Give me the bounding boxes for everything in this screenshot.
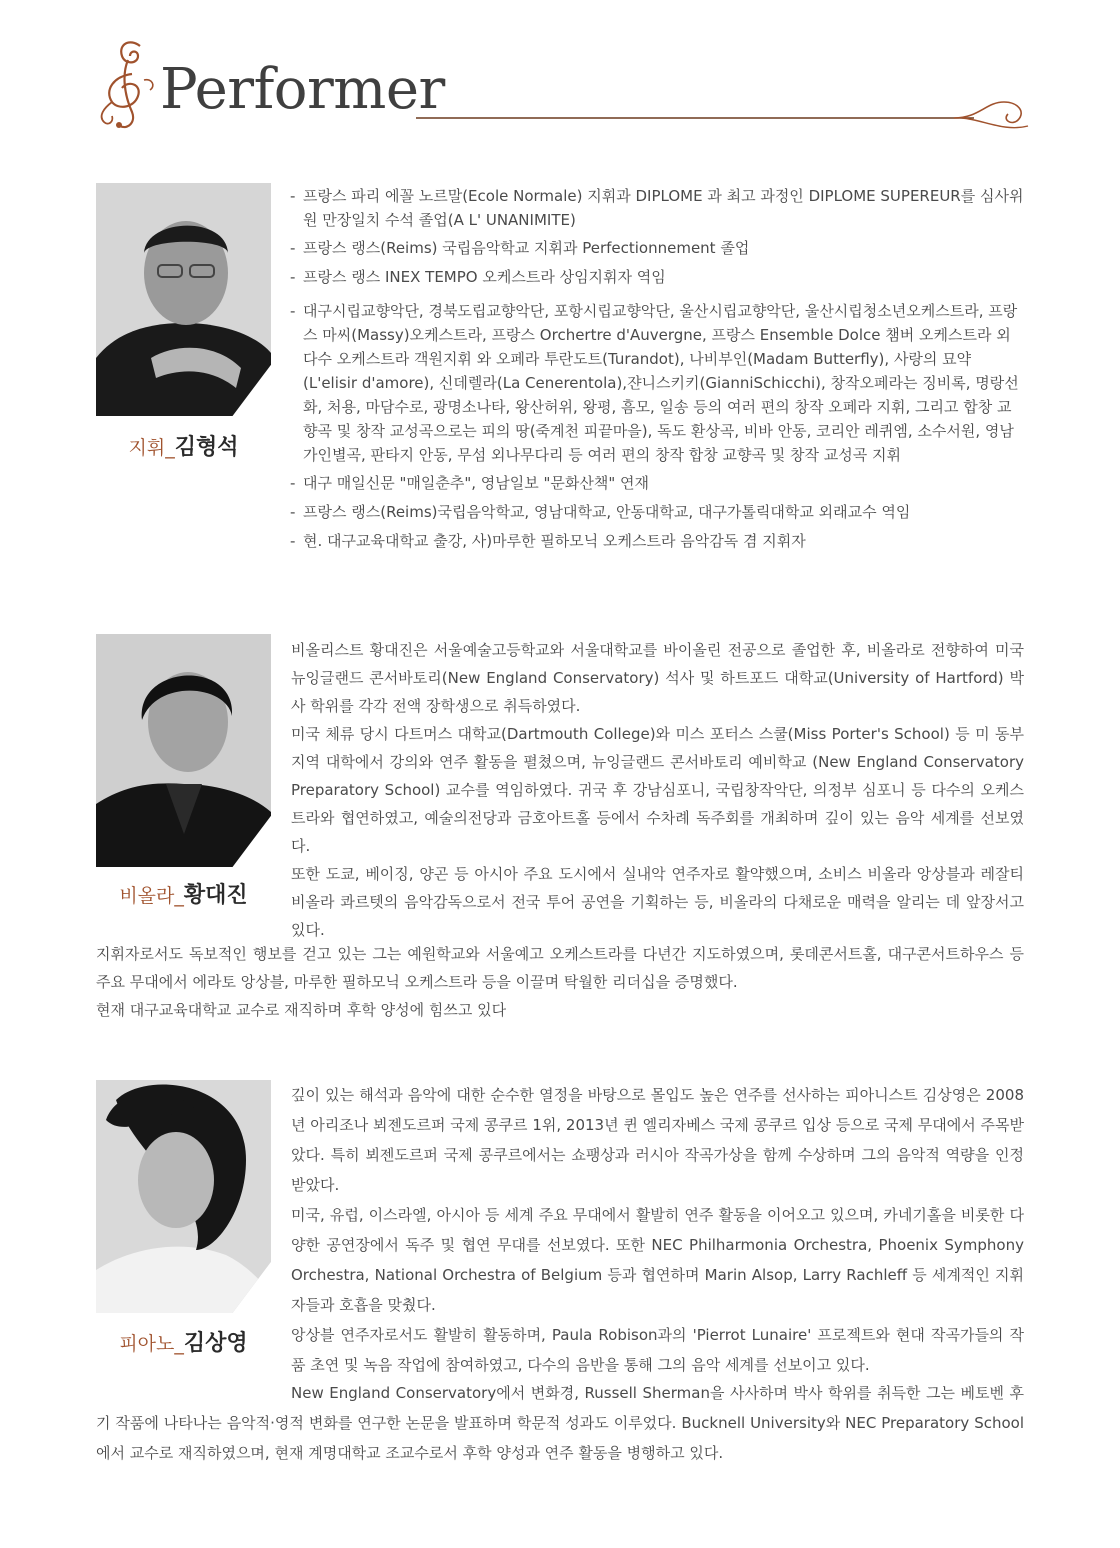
role-separator: _ [165,437,175,459]
role-title: 지휘 [128,437,166,459]
conductor-bio [290,184,1025,553]
bio-paragraph: 깊이 있는 해석과 음악에 대한 순수한 열정을 바탕으로 몰입도 높은 연주를 선사하는 피아니스트 김상영은 2008년 아리조나 뵈젠도르퍼 국제 콩쿠르 1위, 2013년 퀸 엘리자베스 국제 콩쿠르 입상 등으로 국제 무대에서 주목받았다. 특히 뵈젠도르퍼 국제 콩쿠르에서는 쇼팽상과 러시아 작곡가상을 함께 수상하며 그의 음악적 역량을 인정받았다. [291,1086,1024,1194]
list-item: - 대구 매일신문 "매일춘추", 영남일보 "문화산책" 연재 [290,471,1025,495]
conductor-career-list [290,184,1025,553]
list-item: - 프랑스 파리 에꼴 노르말(Ecole Normale) 지휘과 DIPLOME 과 최고 과정인 DIPLOME SUPEREUR를 심사위원 만장일치 수석 졸업(A L' UNANIMITE) [290,184,1025,232]
conductor-role-label [96,430,271,461]
page-title: Performer [160,57,445,122]
violist-role-label [96,878,271,909]
list-item: - 현. 대구교육대학교 출강, 사)마루한 필하모닉 오케스트라 음악감독 겸 지휘자 [290,529,1025,553]
list-item: - 프랑스 랭스(Reims) 국립음악학교 지휘과 Perfectionnement 졸업 [290,236,1025,260]
violist-bio-upper [291,636,1024,944]
pianist-role-label [96,1326,271,1357]
treble-clef-ornament-icon [92,34,162,134]
pianist-photo [96,1080,271,1313]
violist-bio-lower [96,940,1024,1024]
header-divider-flourish [414,98,1034,138]
performer-name: 김형석 [174,435,239,460]
bio-paragraph: New England Conservatory에서 변화경, Russell Sherman을 사사하며 박사 학위를 취득한 그는 베토벤 후기 작품에 나타나는 음악적·영적 변화를 연구한 논문을 발표하며 학문적 성과도 이루었다. Bucknell University와 NEC Preparatory School에서 교수로 재직하였으며, 현재 계명대학교 조교수로서 후학 양성과 연주 활동을 병행하고 있다. [96,1384,1024,1462]
bio-paragraph: 비올리스트 황대진은 서울예술고등학교와 서울대학교를 바이올린 전공으로 졸업한 후, 비올라로 전향하여 미국 뉴잉글랜드 콘서바토리(New England Conservatory) 석사 및 하트포드 대학교(University of Hartford) 박사 학위를 각각 전액 장학생으로 취득하였다. [291,641,1024,715]
performer-name: 김상영 [183,1331,248,1356]
pianist-bio-upper [291,1080,1024,1380]
pianist-bio-lower [96,1378,1024,1468]
conductor-photo [96,183,271,416]
bio-paragraph: 미국, 유럽, 이스라엘, 아시아 등 세계 주요 무대에서 활발히 연주 활동을 이어오고 있으며, 카네기홀을 비롯한 다양한 공연장에서 독주 및 협연 무대를 선보였다. 또한 NEC Philharmonia Orchestra, Phoenix Symphony Orchestra, National Orchestra of Belgium 등과 협연하며 Marin Alsop, Larry Rachleff 등 세계적인 지휘자들과 호흡을 맞췄다. [291,1206,1024,1314]
list-item: - 대구시립교향악단, 경북도립교향악단, 포항시립교향악단, 울산시립교향악단, 울산시립청소년오케스트라, 프랑스 마씨(Massy)오케스트라, 프랑스 Orchertre d'Auvergne, 프랑스 Ensemble Dolce 챔버 오케스트라 외 다수 오케스트라 객원지휘 와 오페라 투란도트(Turandot), 나비부인(Madam Butterfly), 사랑의 묘약(L'elisir d'amore), 신데렐라(La Cenerentola),쟌니스키키(GianniSchicchi), 창작오페라는 징비록, 명랑선화, 처용, 마담수로, 광명소나타, 왕산허위, 왕평, 흠모, 일송 등의 여러 편의 창작 오페라 지휘, 그리고 합창 교향곡 및 창작 교성곡으로는 피의 땅(죽계천 피끝마을), 독도 환상곡, 비바 안동, 코리안 레퀴엠, 소수서원, 영남가인별곡, 판타지 안동, 무섬 외나무다리 등 여러 편의 창작 합창 교향곡 및 창작 교성곡 지휘 [290,299,1025,467]
violist-photo [96,634,271,867]
role-separator: _ [174,885,184,907]
bio-paragraph: 앙상블 연주자로서도 활발히 활동하며, Paula Robison과의 'Pierrot Lunaire' 프로젝트와 현대 작곡가들의 작품 초연 및 녹음 작업에 참여하였고, 다수의 음반을 통해 그의 음악 세계를 선보이고 있다. [291,1326,1024,1374]
performer-name: 황대진 [183,883,248,908]
role-separator: _ [174,1333,184,1355]
bio-paragraph: 현재 대구교육대학교 교수로 재직하며 후학 양성에 힘쓰고 있다 [96,1001,507,1019]
bio-paragraph: 또한 도쿄, 베이징, 양곤 등 아시아 주요 도시에서 실내악 연주자로 활약했으며, 소비스 비올라 앙상블과 레잘티 비올라 콰르텟의 음악감독으로서 전국 투어 공연을 기획하는 등, 비올라의 다채로운 매력을 알리는 데 앞장서고 있다. [291,865,1024,939]
list-item: - 프랑스 랭스(Reims)국립음악학교, 영남대학교, 안동대학교, 대구가톨릭대학교 외래교수 역임 [290,500,1025,524]
role-title: 비올라 [119,885,175,907]
bio-paragraph: 지휘자로서도 독보적인 행보를 걷고 있는 그는 예원학교와 서울예고 오케스트라를 다년간 지도하였으며, 롯데콘서트홀, 대구콘서트하우스 등 주요 무대에서 에라토 앙상블, 마루한 필하모닉 오케스트라 등을 이끌며 탁월한 리더십을 증명했다. [96,945,1024,991]
page-header [0,0,1120,150]
bio-paragraph: 미국 체류 당시 다트머스 대학교(Dartmouth College)와 미스 포터스 스쿨(Miss Porter's School) 등 미 동부 지역 대학에서 강의와 연주 활동을 펼쳤으며, 뉴잉글랜드 콘서바토리 예비학교 (New England Conservatory Preparatory School) 교수를 역임하였다. 귀국 후 강남심포니, 국립창작악단, 의정부 심포니 등 다수의 오케스트라와 협연하였고, 예술의전당과 금호아트홀 등에서 수차례 독주회를 개최하며 깊이 있는 음악 세계를 선보였다. [291,725,1024,855]
list-item: - 프랑스 랭스 INEX TEMPO 오케스트라 상임지휘자 역임 [290,265,1025,289]
role-title: 피아노 [119,1333,175,1355]
